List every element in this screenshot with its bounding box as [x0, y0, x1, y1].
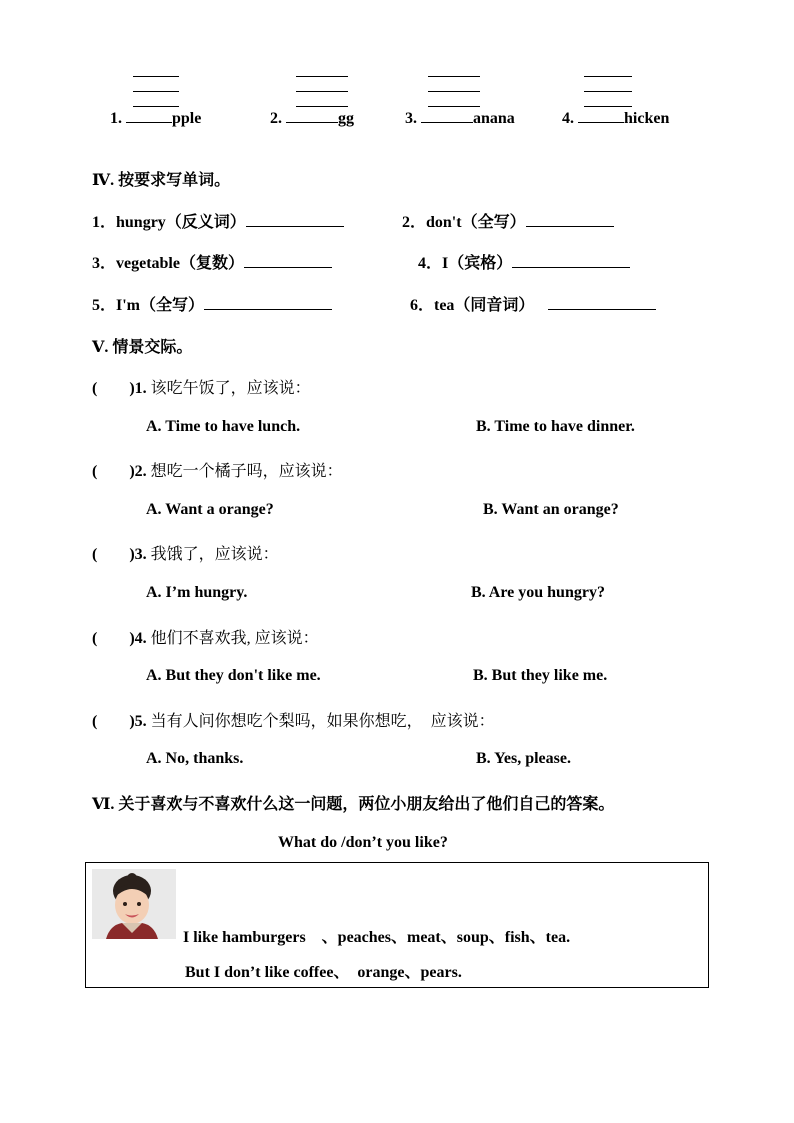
dislikes-line: But I don’t like coffee、 orange、pears. — [185, 964, 462, 981]
blank-line[interactable] — [244, 266, 332, 268]
answer-bracket[interactable]: ( )2. — [92, 463, 147, 480]
letter-item-4: 4. hicken — [562, 110, 670, 127]
answer-lines-2 — [296, 62, 348, 107]
word-item-6: 6．tea（同音词） — [410, 292, 656, 315]
answer-bracket[interactable]: ( )1. — [92, 380, 147, 397]
section-4-heading: Ⅳ. 按要求写单词。 — [92, 172, 231, 189]
section-6-heading: Ⅵ. 关于喜欢与不喜欢什么这一问题，两位小朋友给出了他们自己的答案。 — [92, 796, 615, 813]
blank-line[interactable] — [512, 266, 630, 268]
option-4a: A. But they don't like me. — [146, 667, 321, 684]
word-item-3: 3．vegetable（复数） — [92, 250, 332, 273]
blank-line[interactable] — [204, 308, 332, 310]
option-5b: B. Yes, please. — [476, 750, 571, 767]
word-item-1: 1．hungry（反义词） — [92, 209, 344, 232]
option-1b: B. Time to have dinner. — [476, 418, 635, 435]
letter-item-2: 2. gg — [270, 110, 354, 127]
blank-line[interactable] — [246, 225, 344, 227]
question-1: ( )1. 该吃午饭了，应该说： — [92, 380, 311, 397]
word-item-5: 5．I'm（全写） — [92, 292, 332, 315]
child-avatar — [92, 869, 176, 939]
blank-line[interactable] — [578, 121, 624, 123]
option-5a: A. No, thanks. — [146, 750, 244, 767]
option-2b: B. Want an orange? — [483, 501, 619, 518]
center-question: What do /don’t you like? — [278, 834, 448, 851]
word-item-4: 4．I（宾格） — [418, 250, 630, 273]
blank-line[interactable] — [526, 225, 614, 227]
blank-line[interactable] — [548, 308, 656, 310]
answer-bracket[interactable]: ( )3. — [92, 546, 147, 563]
option-2a: A. Want a orange? — [146, 501, 274, 518]
section-5-heading: Ⅴ. 情景交际。 — [92, 339, 193, 356]
answer-lines-4 — [584, 62, 632, 107]
blank-line[interactable] — [126, 121, 172, 123]
answer-lines-1 — [133, 62, 179, 107]
answer-bracket[interactable]: ( )4. — [92, 630, 147, 647]
option-3a: A. I’m hungry. — [146, 584, 248, 601]
question-5: ( )5. 当有人问你想吃个梨吗，如果你想吃， 应该说： — [92, 713, 495, 730]
letter-item-3: 3. anana — [405, 110, 515, 127]
option-1a: A. Time to have lunch. — [146, 418, 301, 435]
option-3b: B. Are you hungry? — [471, 584, 605, 601]
likes-line: I like hamburgers 、peaches、meat、soup、fish、tea. — [183, 929, 571, 946]
question-4: ( )4. 他们不喜欢我, 应该说： — [92, 630, 319, 647]
question-3: ( )3. 我饿了，应该说： — [92, 546, 279, 563]
word-item-2: 2．don't（全写） — [402, 209, 614, 232]
answer-lines-3 — [428, 62, 480, 107]
answer-bracket[interactable]: ( )5. — [92, 713, 147, 730]
option-4b: B. But they like me. — [473, 667, 608, 684]
blank-line[interactable] — [421, 121, 473, 123]
question-2: ( )2. 想吃一个橘子吗，应该说： — [92, 463, 343, 480]
blank-line[interactable] — [286, 121, 338, 123]
letter-item-1: 1. pple — [110, 110, 202, 127]
answer-box — [85, 862, 709, 988]
